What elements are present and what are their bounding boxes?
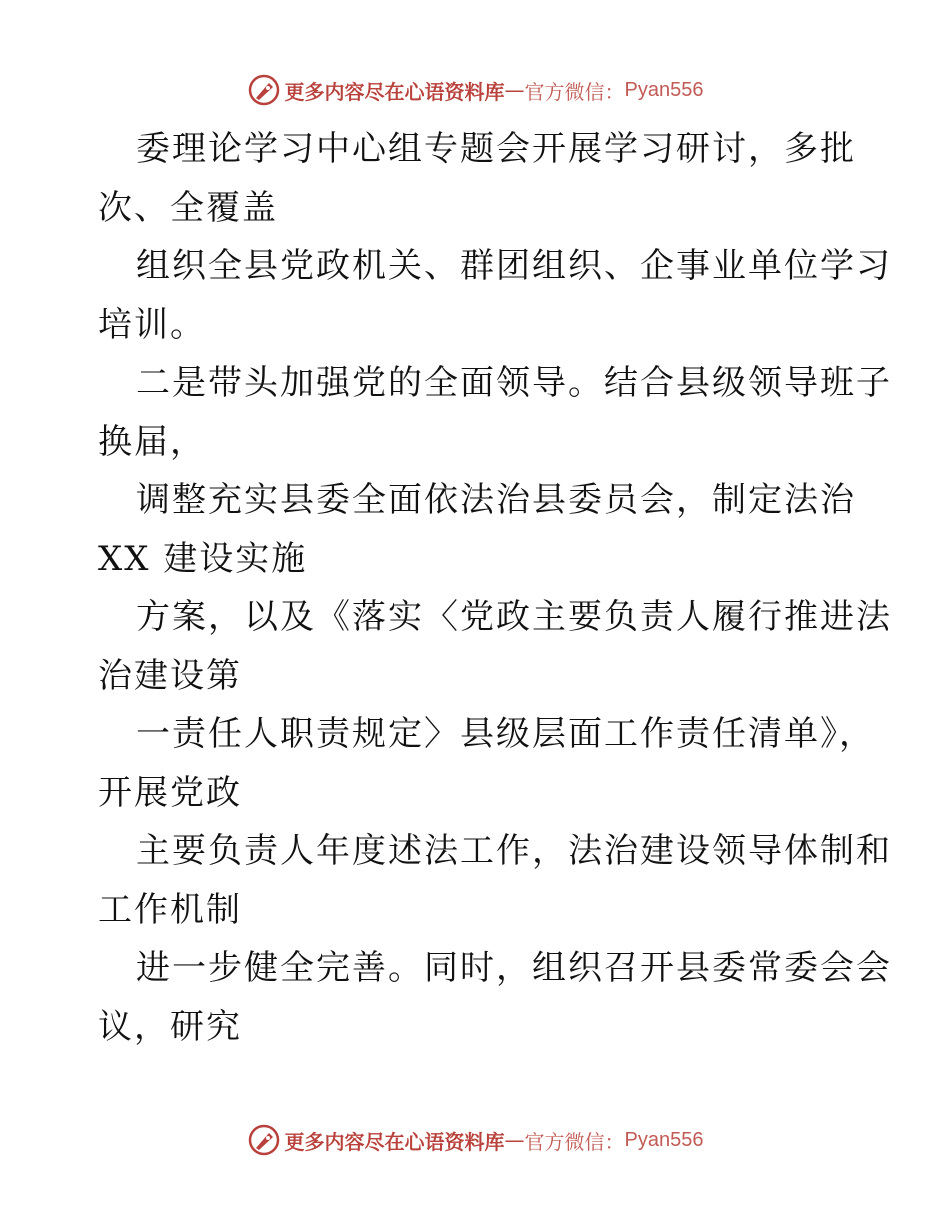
pen-nib-logo-icon	[247, 73, 281, 107]
footer-watermark	[0, 1120, 950, 1160]
watermark-dash: —	[504, 1128, 525, 1152]
watermark-sub-text: 官方微信：	[524, 1129, 625, 1154]
body-line: 议，研究	[98, 1006, 242, 1047]
body-line: 委理论学习中心组专题会开展学习研讨，多批	[136, 129, 856, 169]
body-line: 开展党政	[98, 772, 242, 813]
body-line: 治建设第	[98, 655, 242, 696]
document-body	[98, 120, 892, 1056]
body-line: 工作机制	[98, 889, 242, 930]
watermark-wechat-id: Pyan556	[624, 78, 704, 101]
watermark-main-text: 更多内容尽在心语资料库	[284, 1129, 505, 1154]
body-line: 组织全县党政机关、群团组织、企事业单位学习	[136, 246, 892, 286]
body-line: 进一步健全完善。同时，组织召开县委常委会会	[136, 948, 892, 988]
body-line: 次、全覆盖	[98, 187, 278, 228]
body-line: 方案，以及《落实〈党政主要负责人履行推进法	[136, 597, 892, 637]
watermark-wechat-id: Pyan556	[624, 1128, 704, 1151]
body-line: 调整充实县委全面依法治县委员会，制定法治	[136, 480, 856, 520]
body-line: 培训。	[98, 304, 206, 345]
body-line: 一责任人职责规定〉县级层面工作责任清单》，	[136, 714, 875, 754]
body-line: 主要负责人年度述法工作，法治建设领导体制和	[136, 831, 892, 871]
pen-nib-logo-icon	[247, 1123, 281, 1157]
body-line: XX 建设实施	[98, 538, 308, 579]
watermark-dash: —	[504, 78, 525, 102]
header-watermark	[0, 70, 950, 110]
watermark-sub-text: 官方微信：	[524, 79, 625, 104]
body-line: 二是带头加强党的全面领导。结合县级领导班子	[136, 363, 892, 403]
watermark-main-text: 更多内容尽在心语资料库	[284, 79, 505, 104]
body-line: 换届，	[98, 421, 206, 462]
